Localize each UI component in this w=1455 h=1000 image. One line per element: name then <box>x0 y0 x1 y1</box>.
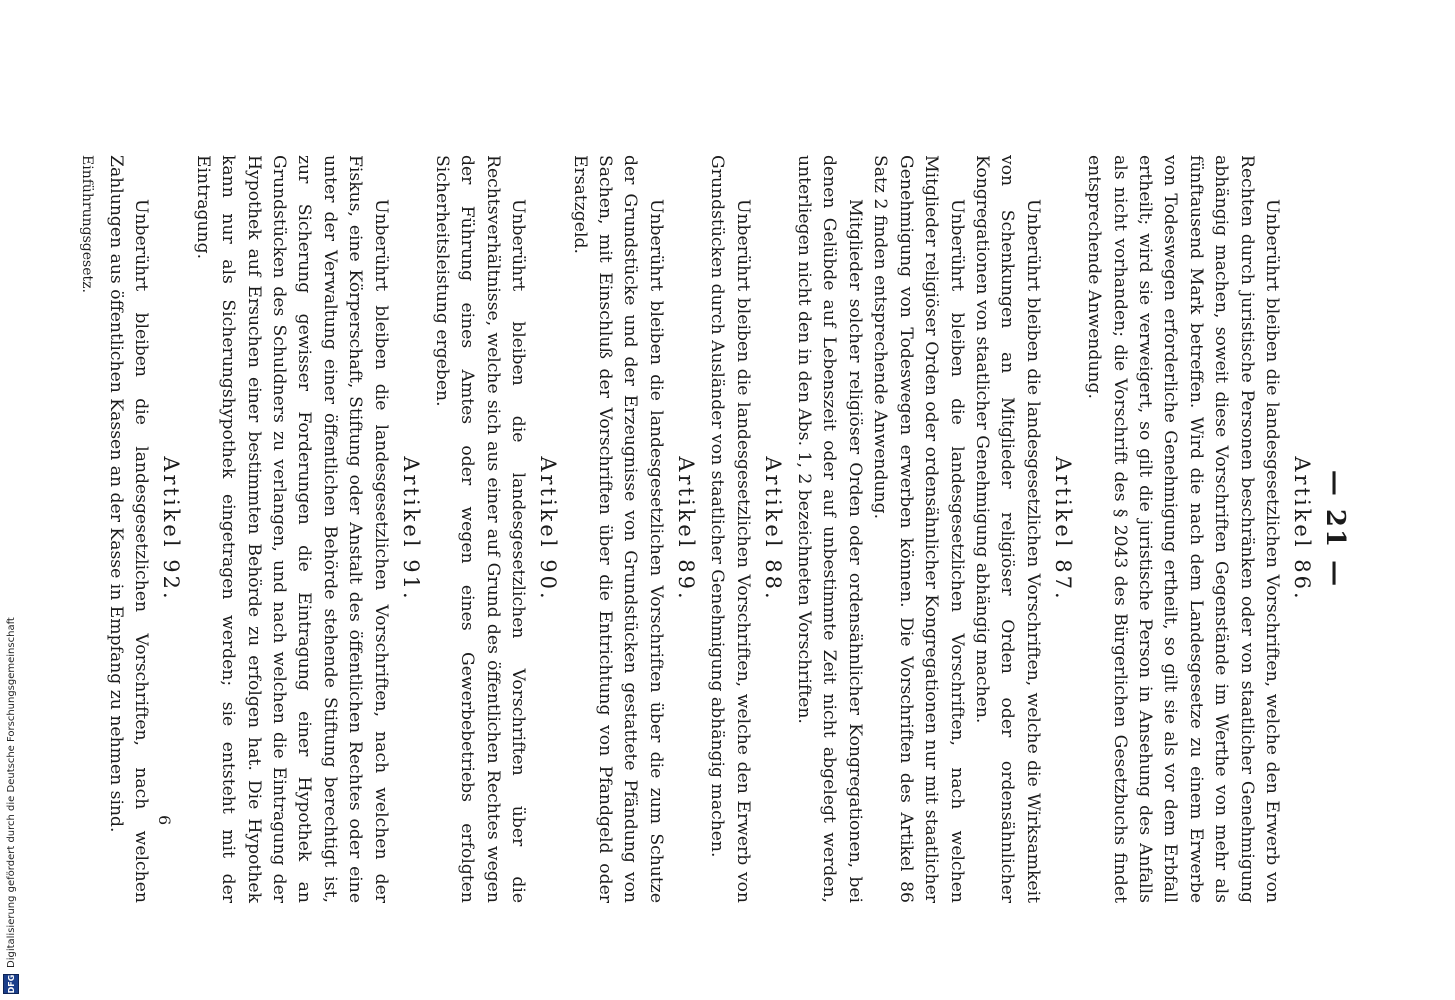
article-87-paragraph-2: Unberührt bleiben die landesgesetzlichen Vorschriften, nach welchen Mitglieder religiöser Orden oder ordensähnlicher Kongregationen nur mit staatlicher Genehmigung von Todeswegen erwerben können. Die Vorschriften des Artikel 86 Satz 2 finden entsprechende Anwendung. <box>870 155 967 903</box>
article-90-text: Unberührt bleiben die landesgesetzlichen Vorschriften über die Rechtsverhältnisse, welche sich aus einer auf Grund des öffentlichen Rechtes wegen der Führung eines Amtes oder wegen eines Gewerbebetriebs erfolgten Sicherheitsleistung ergeben. <box>432 155 529 903</box>
article-86-text: Unberührt bleiben die landesgesetzlichen Vorschriften, welche den Erwerb von Rechten durch juristische Personen beschränken oder von staatlicher Genehmigung abhängig machen, soweit diese Vorschriften Gegenstände im Werthe von mehr als fünftausend Mark betreffen. Wird die nach dem Landesgesetze zu einem Erwerbe von Todeswegen erforderliche Genehmigung ertheilt, so gilt sie als vor dem Erbfall ertheilt; wird sie verweigert, so gilt die juristische Person in Ansehung des Anfalls als nicht vorhanden; die Vorschrift des § 2043 des Bürgerlichen Gesetzbuchs findet entsprechende Anwendung. <box>1084 155 1282 903</box>
article-87-heading: Artikel 87. <box>1050 456 1075 602</box>
article-89-text: Unberührt bleiben die landesgesetzlichen Vorschriften über die zum Schutze der Grundstücke und der Erzeugnisse von Grundstücken gestattete Pfändung von Sachen, mit Einschluß der Vorschriften über die Entrichtung von Pfandgeld oder Ersatzgeld. <box>569 155 666 903</box>
page-number: — 21 — <box>1320 469 1350 589</box>
article-92-heading: Artikel 92. <box>159 456 184 602</box>
article-87-paragraph-1: Unberührt bleiben die landesgesetzlichen Vorschriften, welche die Wirksamkeit von Schenkungen an Mitglieder religiöser Orden oder ordensähnlicher Kongregationen von staatlicher Genehmigung abhängig machen. <box>971 155 1043 903</box>
digitization-credit-bar <box>0 0 22 1000</box>
article-87-paragraph-3: Mitglieder solcher religiöser Orden oder ordensähnlicher Kongregationen, bei denen Gelübde auf Lebenszeit oder auf unbestimmte Zeit nicht abgelegt werden, unterliegen nicht den in den Abs. 1, 2 bezeichneten Vorschriften. <box>794 155 865 903</box>
digitization-credit-text: Digitalisierung gefördert durch die Deutsche Forschungsgemeinschaft <box>5 617 17 968</box>
article-91-heading: Artikel 91. <box>398 456 423 602</box>
dfg-logo-icon: DFG <box>3 974 19 994</box>
article-92-text: Unberührt bleiben die landesgesetzlichen Vorschriften, nach welchen Zahlungen aus öffentlichen Kassen an der Kasse in Empfang zu nehmen sind. <box>105 155 152 903</box>
footer-signature: Einführungsgesetz. <box>78 155 95 293</box>
article-88-text: Unberührt bleiben die landesgesetzlichen Vorschriften, welche den Erwerb von Grundstücken durch Ausländer von staatlicher Genehmigung abhängig machen. <box>707 155 753 903</box>
digitization-credit-rotated <box>0 0 22 1000</box>
article-88-heading: Artikel 88. <box>760 456 785 602</box>
document-page <box>78 155 1360 903</box>
article-89-heading: Artikel 89. <box>673 456 698 602</box>
article-86-heading: Artikel 86. <box>1290 456 1314 602</box>
article-90-heading: Artikel 90. <box>536 456 561 602</box>
article-91-text: Unberührt bleiben die landesgesetzlichen Vorschriften, nach welchen der Fiskus, eine Körperschaft, Stiftung oder Anstalt des öffentlichen Rechtes oder eine unter der Verwaltung einer öffentlichen Behörde stehende Stiftung berechtigt ist, zur Sicherung gewisser Forderungen die Eintragung einer Hypothek an Grundstücken des Schuldners zu verlangen, und nach welchen die Eintragung der Hypothek auf Ersuchen einer bestimmten Behörde zu erfolgen hat. Die Hypothek kann nur als Sicherungshypothek eingetragen werden; sie entsteht mit der Eintragung. <box>192 155 391 903</box>
sheet-number: 6 <box>155 815 174 826</box>
